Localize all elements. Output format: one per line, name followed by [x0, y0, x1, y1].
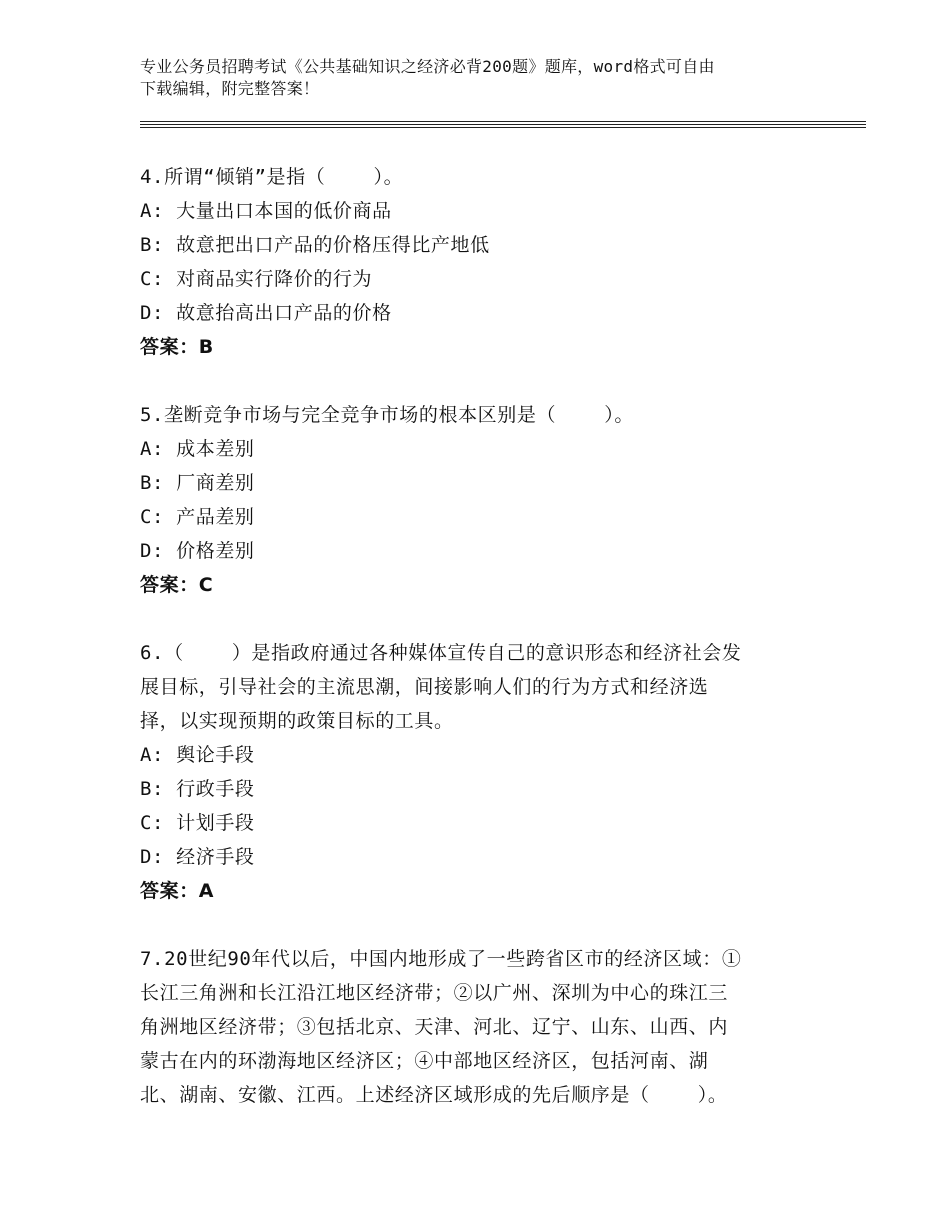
option-text: 故意把出口产品的价格压得比产地低 [164, 234, 490, 256]
question-text-line: 择，以实现预期的政策目标的工具。 [140, 710, 454, 732]
answer-key: 答案：B [140, 336, 214, 358]
question-text-line: 长江三角洲和长江沿江地区经济带；②以广州、深圳为中心的珠江三 [140, 982, 729, 1004]
question-text-line: 蒙古在内的环渤海地区经济区；④中部地区经济区，包括河南、湖 [140, 1050, 709, 1072]
answer-option [140, 432, 820, 466]
option-letter: C: [140, 506, 165, 528]
option-letter: D: [140, 540, 165, 562]
header-rule-bottom [140, 127, 866, 128]
question-text-line: 北、湖南、安徽、江西。上述经济区域形成的先后顺序是（ ）。 [140, 1084, 728, 1106]
answer-option [140, 296, 820, 330]
header-line-1: 专业公务员招聘考试《公共基础知识之经济必背200题》题库，word格式可自由 [140, 57, 715, 76]
option-text: 大量出口本国的低价商品 [164, 200, 392, 222]
option-letter: A: [140, 744, 165, 766]
answer-option [140, 262, 820, 296]
option-text: 成本差别 [164, 438, 255, 460]
option-letter: A: [140, 438, 165, 460]
option-text: 行政手段 [164, 778, 255, 800]
option-text: 厂商差别 [164, 472, 255, 494]
question-text-line: 6.（ ）是指政府通过各种媒体宣传自己的意识形态和经济社会发 [140, 642, 742, 664]
question-text-line: 7.20世纪90年代以后，中国内地形成了一些跨省区市的经济区域：① [140, 948, 742, 970]
option-text: 舆论手段 [164, 744, 255, 766]
answer-option [140, 228, 820, 262]
option-text: 计划手段 [164, 812, 255, 834]
answer-option [140, 466, 820, 500]
question-text-line: 4.所谓“倾销”是指（ ）。 [140, 166, 404, 188]
option-letter: C: [140, 268, 165, 290]
option-letter: B: [140, 778, 165, 800]
question-text-line: 5.垄断竞争市场与完全竞争市场的根本区别是（ ）。 [140, 404, 634, 426]
answer-option [140, 840, 820, 874]
question-item [140, 636, 820, 908]
option-text: 价格差别 [164, 540, 255, 562]
question-item [140, 942, 820, 1112]
option-text: 经济手段 [164, 846, 255, 868]
answer-option [140, 534, 820, 568]
option-letter: A: [140, 200, 165, 222]
question-text-line: 展目标，引导社会的主流思潮，间接影响人们的行为方式和经济选 [140, 676, 709, 698]
answer-option [140, 194, 820, 228]
document-header [140, 56, 820, 100]
header-rule-top [140, 121, 866, 122]
option-letter: D: [140, 846, 165, 868]
option-text: 产品差别 [164, 506, 255, 528]
question-item [140, 398, 820, 602]
answer-option [140, 772, 820, 806]
header-line-2: 下载编辑，附完整答案！ [140, 79, 320, 98]
answer-option [140, 738, 820, 772]
question-text-line: 角洲地区经济带；③包括北京、天津、河北、辽宁、山东、山西、内 [140, 1016, 729, 1038]
option-text: 故意抬高出口产品的价格 [164, 302, 392, 324]
question-item [140, 160, 820, 364]
answer-key: 答案：C [140, 574, 214, 596]
option-letter: C: [140, 812, 165, 834]
option-letter: B: [140, 234, 165, 256]
question-list [140, 160, 820, 1146]
header-rule-middle [140, 124, 866, 125]
answer-option [140, 500, 820, 534]
answer-key: 答案：A [140, 880, 215, 902]
answer-option [140, 806, 820, 840]
option-letter: B: [140, 472, 165, 494]
option-letter: D: [140, 302, 165, 324]
option-text: 对商品实行降价的行为 [164, 268, 373, 290]
